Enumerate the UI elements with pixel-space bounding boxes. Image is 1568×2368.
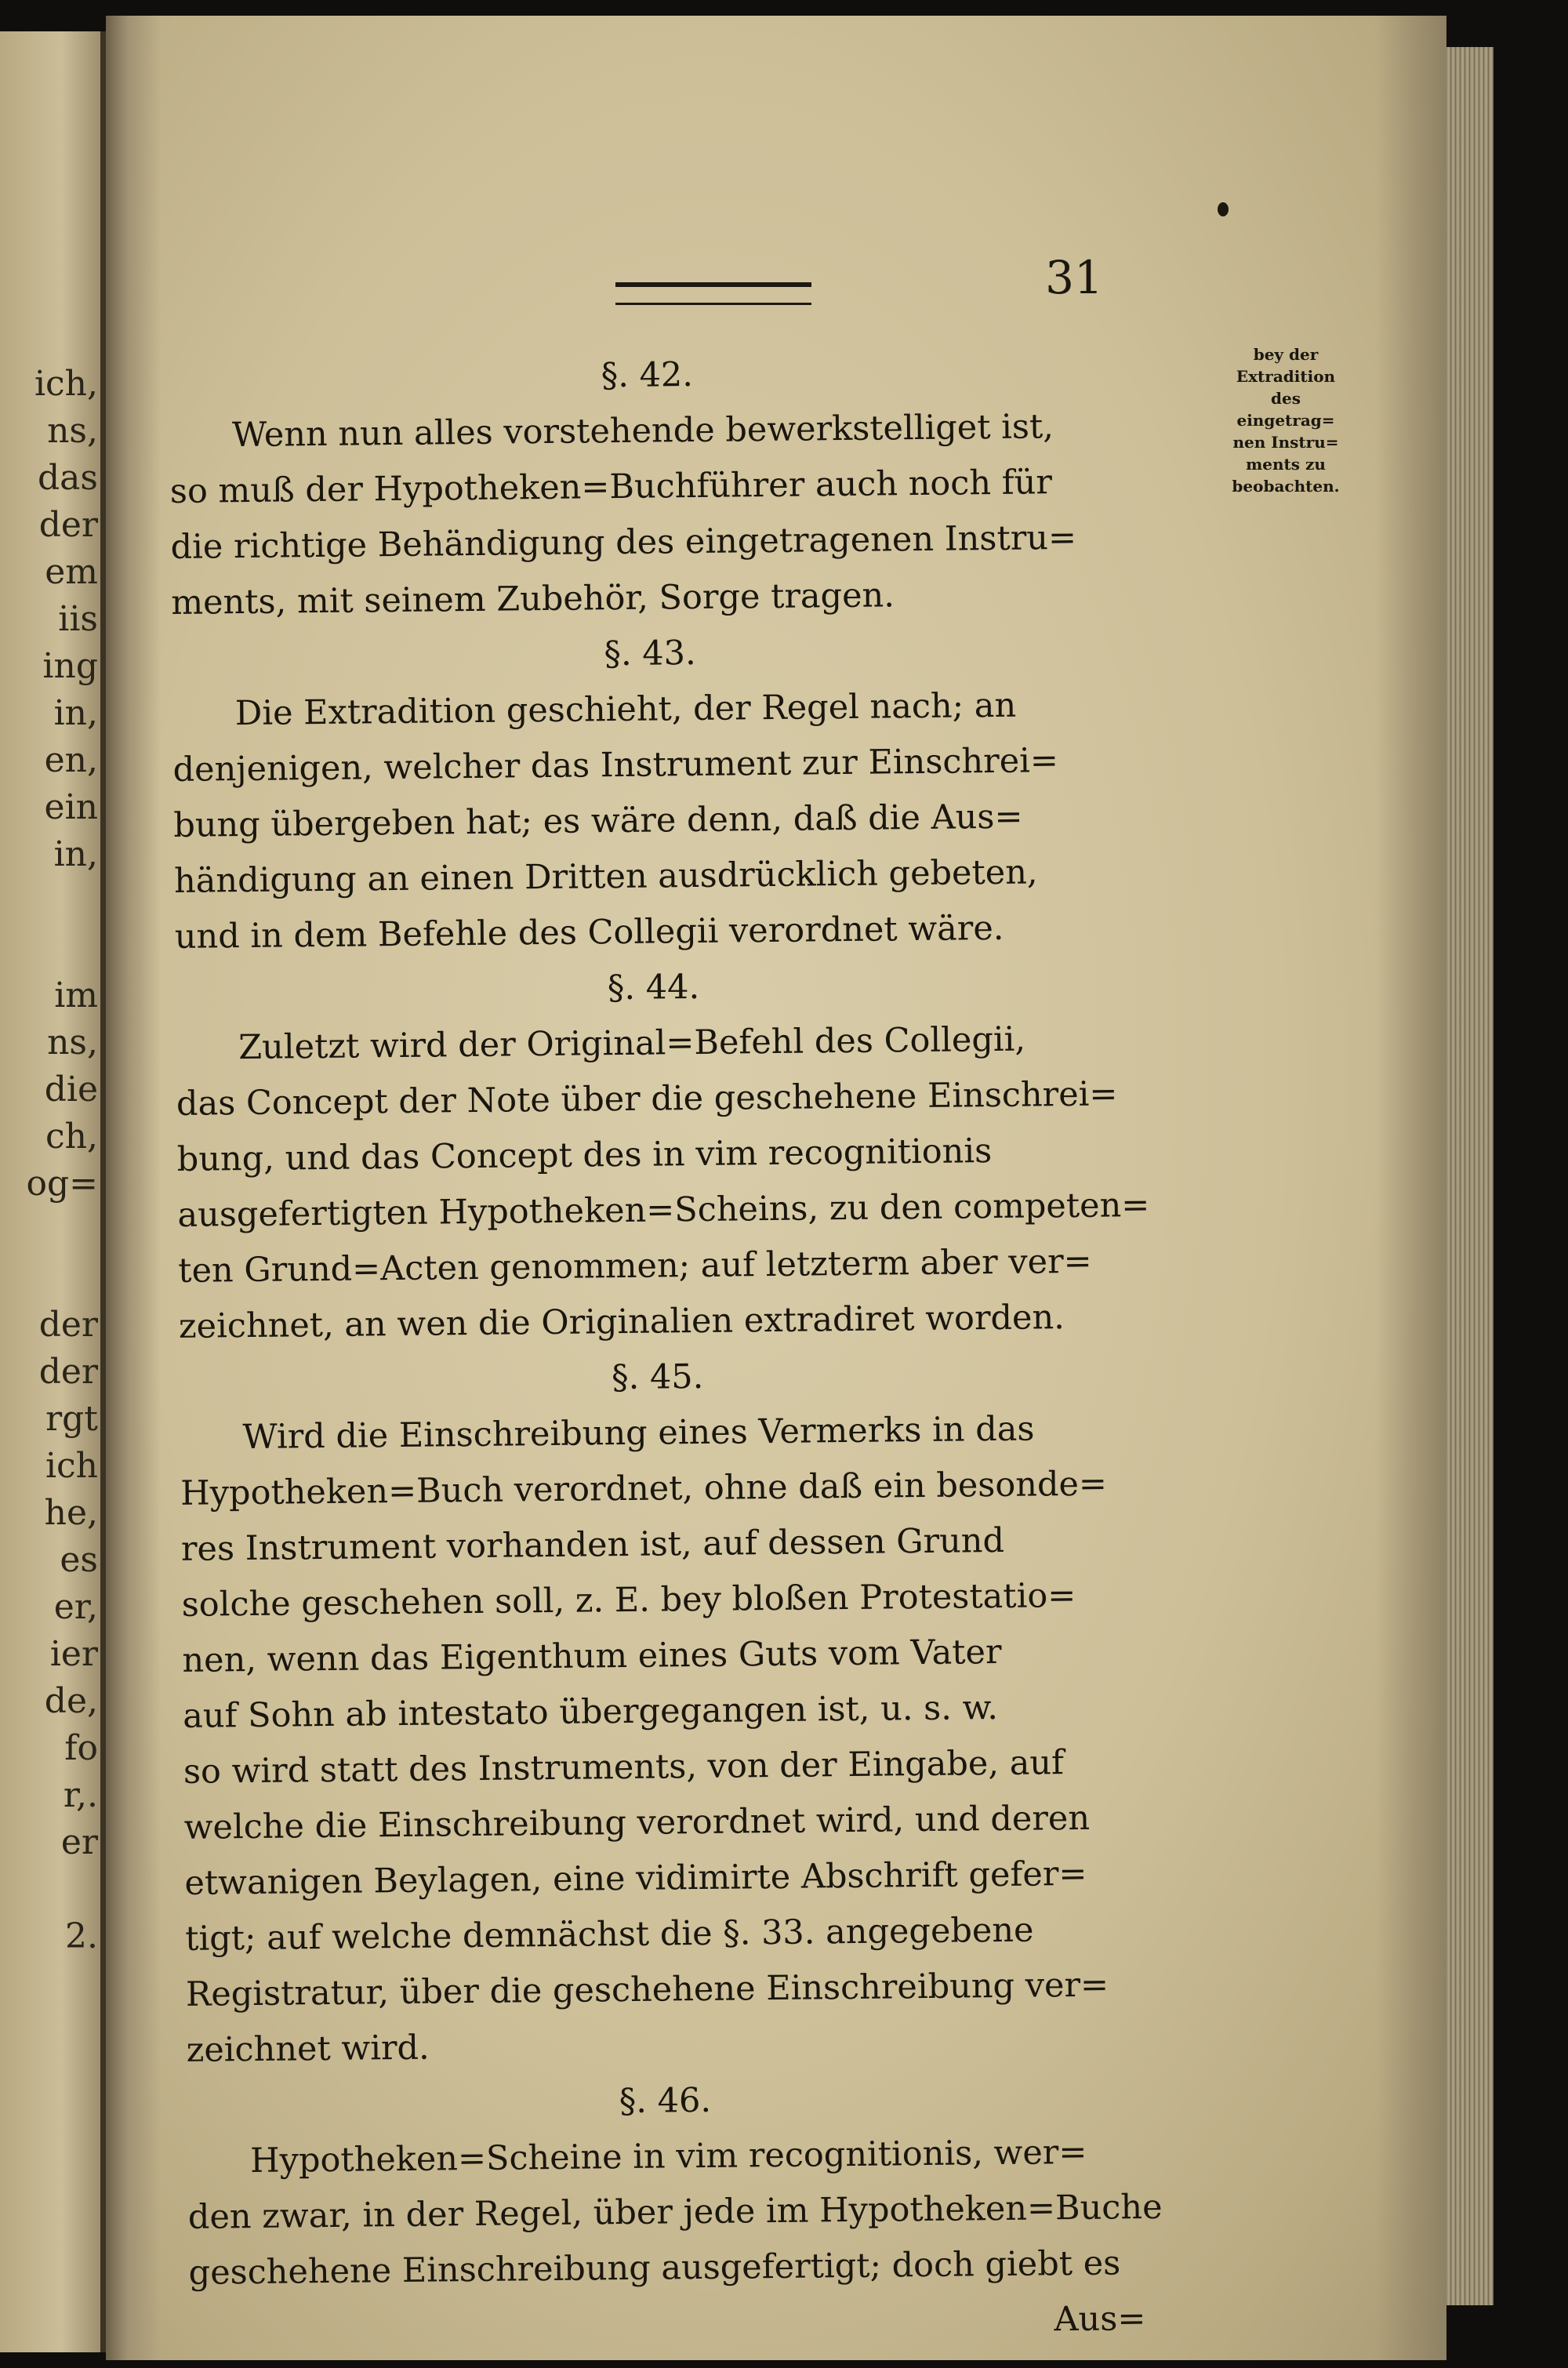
previous-page-line: fo <box>64 1728 98 1768</box>
previous-page-line: in, <box>53 834 98 874</box>
text-line: bung übergeben hat; es wäre denn, daß die Aus= <box>173 797 1023 845</box>
previous-page-line: r,. <box>63 1775 98 1815</box>
previous-page-line <box>0 1866 98 1913</box>
text-line: so wird statt des Instruments, von der Eingabe, auf <box>183 1743 1065 1792</box>
page-edge-shadow <box>1376 16 1446 2360</box>
text-line: nen, wenn das Eigenthum eines Guts vom Vater <box>182 1632 1002 1680</box>
previous-page-line: 2. <box>65 1916 98 1956</box>
body-text <box>169 343 1163 2357</box>
text-line: auf Sohn ab intestato übergegangen ist, u. s. w. <box>182 1688 999 1736</box>
previous-page-line: ing <box>42 646 98 686</box>
catchword: Aus= <box>1054 2299 1146 2340</box>
margin-note-line: nen Instru= <box>1232 433 1339 452</box>
text-line: etwanigen Beylagen, eine vidimirte Abschrift gefer= <box>184 1854 1087 1903</box>
text-line: ausgefertigten Hypotheken=Scheins, zu den competen= <box>177 1185 1150 1235</box>
margin-note-line: bey der <box>1253 345 1319 364</box>
previous-page-line: es <box>60 1540 98 1580</box>
ink-spot <box>1218 202 1229 216</box>
previous-page-line <box>0 878 98 925</box>
page-number: 31 <box>1045 251 1103 304</box>
previous-page-line: ch, <box>45 1117 98 1157</box>
text-line: welche die Einschreibung verordnet wird, und deren <box>183 1798 1091 1847</box>
previous-page-line <box>0 1208 98 1255</box>
margin-note-line: des <box>1271 389 1301 408</box>
text-line: Registratur, über die geschehene Einschreibung ver= <box>185 1965 1109 2014</box>
previous-page-line: in, <box>53 693 98 733</box>
text-line: das Concept der Note über die geschehene Einschrei= <box>176 1074 1118 1124</box>
text-line: Die Extradition geschieht, der Regel nach; an <box>234 685 1017 734</box>
previous-page-line: die <box>44 1070 98 1110</box>
text-line: die richtige Behändigung des eingetragenen Instru= <box>170 518 1077 567</box>
previous-page-line <box>0 925 98 972</box>
previous-page-line: ns, <box>47 1022 98 1062</box>
text-line: bung, und das Concept des in vim recognitionis <box>176 1131 993 1179</box>
text-line: und in dem Befehle des Collegii verordnet wäre. <box>174 908 1004 957</box>
section-heading: §. 44. <box>607 967 700 1008</box>
text-line: Zuletzt wird der Original=Befehl des Collegii, <box>238 1019 1026 1068</box>
previous-page-line: ich <box>45 1446 98 1486</box>
previous-page <box>0 31 102 2352</box>
section-heading: §. 42. <box>601 354 694 396</box>
text-line: zeichnet, an wen die Originalien extradiret worden. <box>178 1298 1065 1346</box>
section-heading: §. 46. <box>619 2080 712 2122</box>
previous-page-line: er <box>60 1822 98 1862</box>
page-stack-edges <box>1446 47 1494 2305</box>
margin-note-line: beobachten. <box>1232 477 1340 496</box>
margin-note-line: ments zu <box>1246 455 1326 474</box>
previous-page-text <box>0 361 98 1960</box>
previous-page-line: ier <box>49 1634 98 1674</box>
section-heading: §. 43. <box>604 633 696 674</box>
previous-page-line: im <box>54 975 98 1015</box>
previous-page-line: ein <box>44 787 98 827</box>
gutter-shadow <box>106 16 161 2360</box>
text-line: solche geschehen soll, z. E. bey bloßen Protestatio= <box>181 1575 1076 1625</box>
previous-page-line: der <box>38 1305 98 1345</box>
previous-page-line: der <box>38 505 98 545</box>
text-line: tigt; auf welche demnächst die §. 33. angegebene <box>184 1910 1034 1959</box>
previous-page-line: og= <box>26 1164 98 1204</box>
text-line: so muß der Hypotheken=Buchführer auch noch für <box>169 463 1053 511</box>
previous-page-line: das <box>38 458 98 498</box>
text-line: den zwar, in der Regel, über jede im Hypotheken=Buche <box>187 2187 1163 2237</box>
previous-page-line: iis <box>58 599 98 639</box>
text-line: Hypotheken=Buch verordnet, ohne daß ein besonde= <box>180 1464 1108 1513</box>
previous-page-line: ns, <box>47 411 98 451</box>
margin-note <box>1203 343 1368 497</box>
text-line: res Instrument vorhanden ist, auf dessen Grund <box>180 1520 1005 1569</box>
text-line: ten Grund=Acten genommen; auf letzterm aber ver= <box>178 1241 1092 1291</box>
previous-page-line: ich, <box>34 364 98 404</box>
previous-page-line: der <box>38 1352 98 1392</box>
text-line: Wenn nun alles vorstehende bewerkstelliget ist, <box>231 407 1054 456</box>
previous-page-line: he, <box>44 1493 98 1533</box>
text-line: Hypotheken=Scheine in vim recognitionis, wer= <box>249 2132 1087 2181</box>
text-line: Wird die Einschreibung eines Vermerks in das <box>242 1409 1035 1458</box>
header-rule <box>615 282 811 305</box>
text-line: denjenigen, welcher das Instrument zur Einschrei= <box>172 741 1059 790</box>
previous-page-line <box>0 1255 98 1302</box>
previous-page-line: em <box>45 552 98 592</box>
section-heading: §. 45. <box>611 1357 704 1398</box>
text-line: händigung an einen Dritten ausdrücklich gebeten, <box>173 852 1038 901</box>
text-line: geschehene Einschreibung ausgefertigt; doch giebt es <box>188 2243 1121 2293</box>
previous-page-line: en, <box>44 740 98 780</box>
previous-page-line: rgt <box>45 1399 98 1439</box>
margin-note-line: eingetrag= <box>1236 411 1335 430</box>
text-line: zeichnet wird. <box>186 2028 430 2070</box>
text-line: ments, mit seinem Zubehör, Sorge tragen. <box>171 576 895 623</box>
previous-page-line: de, <box>44 1681 98 1721</box>
margin-note-line: Extradition <box>1236 367 1336 386</box>
previous-page-line: er, <box>53 1587 98 1627</box>
